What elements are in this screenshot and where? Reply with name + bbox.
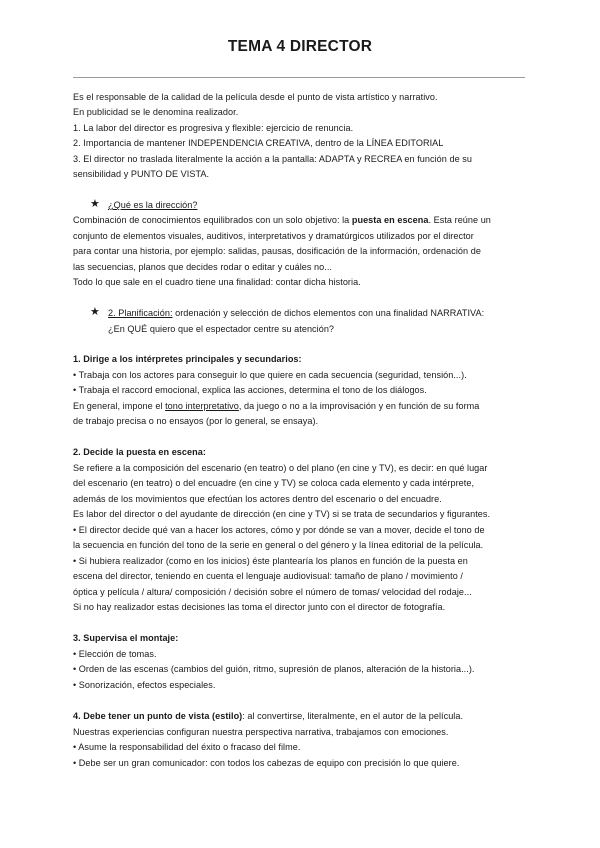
point-3-bullet-2: • Orden de las escenas (cambios del guión, ritmo, supresión de planos, alteración de la historia...). [73, 664, 475, 674]
point-2-line-7: • Si hubiera realizador (como en los inicios) éste plantearía los planos en función de la puesta en [73, 556, 468, 566]
direccion-line-4: las secuencias, planos que decides rodar o editar y cuáles no... [73, 262, 332, 272]
planificacion-line-2: ¿En QUÉ quiero que el espectador centre su atención? [108, 324, 335, 334]
title-divider [73, 77, 525, 78]
page-title: TEMA 4 DIRECTOR [227, 38, 373, 55]
point-2-line-4: Es labor del director o del ayudante de dirección (en cine y TV) si se trata de secundarios y figurantes. [73, 509, 491, 519]
point-2-heading: 2. Decide la puesta en escena: [73, 447, 206, 457]
intro-line-4: 2. Importancia de mantener INDEPENDENCIA CREATIVA, dentro de la LÍNEA EDITORIAL [73, 138, 444, 148]
point-1-heading: 1. Dirige a los intérpretes principales y secundarios: [73, 354, 302, 364]
planificacion-line-1: 2. Planificación: ordenación y selección de dichos elementos con una finalidad NARRATIVA: [108, 308, 485, 318]
point-2-line-3: además de los movimientos que efectúan los actores dentro del escenario o del encuadre. [73, 494, 442, 504]
point-1-line-3: En general, impone el tono interpretativo, da juego o no a la improvisación y en función de su forma [73, 401, 480, 411]
direccion-line-2: conjunto de elementos visuales, auditivos, interpretativos y dramatúrgicos utilizados por el director [73, 231, 474, 241]
direccion-line-1: Combinación de conocimientos equilibrados con un solo objetivo: la puesta en escena. Esta reúne un [73, 215, 491, 225]
point-3-heading: 3. Supervisa el montaje: [73, 633, 179, 643]
point-4-line-1: 4. Debe tener un punto de vista (estilo): al convertirse, literalmente, en el autor de la película. [73, 711, 464, 721]
star-bullet-icon: ★ [90, 306, 100, 318]
point-2-line-1: Se refiere a la composición del escenario (en teatro) o del plano (en cine y TV), es decir: en qué lugar [73, 463, 488, 473]
point-2-line-9: óptica y película / altura/ composición / decisión sobre el número de tomas/ velocidad del rodaje... [73, 587, 472, 597]
point-4-bullet-2: • Debe ser un gran comunicador: con todos los cabezas de equipo con precisión lo que quiere. [73, 758, 460, 768]
section-heading-direccion: ¿Qué es la dirección? [108, 200, 198, 210]
point-1-bullet-1: • Trabaja con los actores para conseguir lo que quiere en cada secuencia (seguridad, tensión...). [73, 370, 467, 380]
point-3-bullet-1: • Elección de tomas. [73, 649, 157, 659]
point-2-line-8: escena del director, teniendo en cuenta el lenguaje audiovisual: tamaño de plano / movimiento / [73, 571, 463, 581]
point-2-line-2: del escenario (en teatro) o del encuadre (en cine y TV) se coloca cada elemento y cada intérprete, [73, 478, 475, 488]
point-3-bullet-3: • Sonorización, efectos especiales. [73, 680, 216, 690]
direccion-line-3: para contar una historia, por ejemplo: salidas, pausas, dosificación de la información, ordenación de [73, 246, 481, 256]
star-bullet-icon: ★ [90, 198, 100, 210]
point-4-line-2: Nuestras experiencias configuran nuestra perspectiva narrativa, trabajamos con emociones. [73, 727, 449, 737]
intro-line-1: Es el responsable de la calidad de la película desde el punto de vista artístico y narrativo. [73, 92, 438, 102]
intro-line-3: 1. La labor del director es progresiva y flexible: ejercicio de renuncia. [73, 123, 354, 133]
intro-line-6: sensibilidad y PUNTO DE VISTA. [73, 169, 210, 179]
point-2-line-10: Si no hay realizador estas decisiones las toma el director junto con el director de fotografía. [73, 602, 446, 612]
intro-line-5: 3. El director no traslada literalmente la acción a la pantalla: ADAPTA y RECREA en función de su [73, 154, 472, 164]
point-1-bullet-2: • Trabaja el raccord emocional, explica las acciones, determina el tono de los diálogos. [73, 385, 427, 395]
point-1-line-4: de trabajo precisa o no ensayos (por lo general, se ensaya). [73, 416, 319, 426]
point-2-line-6: la secuencia en función del tono de la serie en general o del género y la línea editorial de la película. [73, 540, 484, 550]
intro-line-2: En publicidad se le denomina realizador. [73, 107, 239, 117]
point-2-line-5: • El director decide qué van a hacer los actores, cómo y por dónde se van a mover, decide el tono de [73, 525, 485, 535]
point-4-bullet-1: • Asume la responsabilidad del éxito o fracaso del filme. [73, 742, 301, 752]
direccion-line-5: Todo lo que sale en el cuadro tiene una finalidad: contar dicha historia. [73, 277, 361, 287]
